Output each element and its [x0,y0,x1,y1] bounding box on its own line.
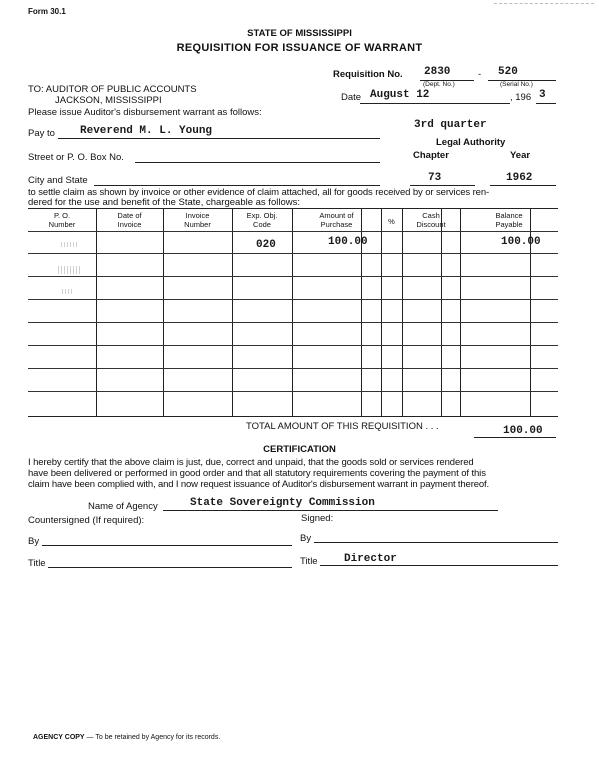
title-line-right [320,565,558,566]
date-year-line [536,103,556,104]
quarter-value: 3rd quarter [414,119,487,131]
header-exp-obj-code: Exp. Obj. Code [246,211,278,229]
page-title: REQUISITION FOR ISSUANCE OF WARRANT [176,42,423,54]
year-value: 1962 [506,172,533,184]
signer-title-value: Director [344,553,397,565]
footer-note [33,734,220,741]
state-heading: STATE OF MISSISSIPPI [247,28,352,39]
col-divider [96,209,97,416]
col-divider [402,209,403,416]
row-divider [28,299,558,300]
col-divider [441,209,442,416]
footer-agency-copy: AGENCY COPY [33,734,85,741]
street-line [135,162,380,163]
total-label: TOTAL AMOUNT OF THIS REQUISITION . . . [246,421,439,432]
col-divider [381,209,382,416]
certification-line-2: have been delivered or performed in good order and that all statutory requirements covering the payment of this [28,468,486,479]
chapter-label: Chapter [413,150,449,161]
title-label-right: Title [300,556,318,567]
cell-balance: 100.00 [501,236,541,248]
title-line-left [48,567,292,568]
by-label-right: By [300,533,312,544]
total-value: 100.00 [503,425,543,437]
row-divider [28,391,558,392]
smudge-mark [61,242,77,247]
by-line-right [314,542,558,543]
countersigned-label: Countersigned (If required): [28,515,145,526]
pay-to-value: Reverend M. L. Young [80,125,213,137]
certification-heading: CERTIFICATION [263,444,336,455]
date-year-suffix: 3 [539,89,546,101]
pay-to-line [58,138,380,139]
agency-label: Name of Agency [88,501,158,512]
footer-rest: — To be retained by Agency for its records. [84,734,221,741]
date-line [360,103,510,104]
row-divider [28,322,558,323]
by-line-left [42,545,292,546]
legal-authority-label: Legal Authority [436,137,506,148]
corner-mark [494,3,594,4]
header-amount-of-purchase: Amount of Purchase [319,211,354,229]
dept-no-caption: (Dept. No.) [423,81,455,88]
header-balance-payable: Balance Payable [495,211,523,229]
dept-no-value: 2830 [424,66,451,78]
pay-to-label: Pay to [28,128,55,139]
row-divider [28,276,558,277]
requisition-dash: - [478,69,482,80]
street-label: Street or P. O. Box No. [28,152,124,163]
agency-value: State Sovereignty Commission [190,497,375,509]
by-label-left: By [28,536,40,547]
agency-line [163,510,498,511]
to-line-2: JACKSON, MISSISSIPPI [55,95,162,106]
row-divider [28,253,558,254]
city-state-line [94,185,380,186]
col-divider [163,209,164,416]
col-divider [460,209,461,416]
settle-text-2: dered for the use and benefit of the State, chargeable as follows: [28,197,300,208]
header-cash-discount: Cash Discount [416,211,446,229]
form-number: Form 30.1 [28,7,66,16]
certification-line-3: claim have been complied with, and I now request issuance of Auditor's disbursement warrant in payment thereof. [28,479,489,490]
row-divider [28,231,558,232]
please-issue-text: Please issue Auditor's disbursement warrant as follows: [28,107,262,118]
requisition-label: Requisition No. [333,69,403,80]
year-label: Year [510,150,531,161]
claim-table [28,208,558,417]
row-divider [28,345,558,346]
header-date-of-invoice: Date of Invoice [117,211,142,229]
serial-no-value: 520 [498,66,518,78]
chapter-line [410,185,475,186]
col-divider [292,209,293,416]
header-po-number: P. O. Number [48,211,76,229]
chapter-value: 73 [428,172,442,184]
col-divider [232,209,233,416]
smudge-mark [62,289,72,294]
settle-text-1: to settle claim as shown by invoice or other evidence of claim attached, all for goods received by or services ren- [28,187,490,198]
serial-no-caption: (Serial No.) [500,81,533,88]
smudge-mark [58,266,80,274]
cell-amount: 100.00 [328,236,368,248]
header-invoice-number: Invoice Number [184,211,211,229]
cell-exp-obj-code: 020 [256,239,276,251]
date-year-prefix: , 196 [510,92,532,103]
total-line [474,437,556,438]
date-label: Date [341,92,362,103]
signed-label: Signed: [301,513,334,524]
to-line-1: TO: AUDITOR OF PUBLIC ACCOUNTS [28,84,197,95]
city-state-label: City and State [28,175,88,186]
date-value: August 12 [370,89,430,101]
year-line [490,185,556,186]
header-percent: % [388,217,395,226]
row-divider [28,368,558,369]
certification-line-1: I hereby certify that the above claim is just, due, correct and unpaid, that the goods sold or services rendered [28,457,474,468]
title-label-left: Title [28,558,46,569]
